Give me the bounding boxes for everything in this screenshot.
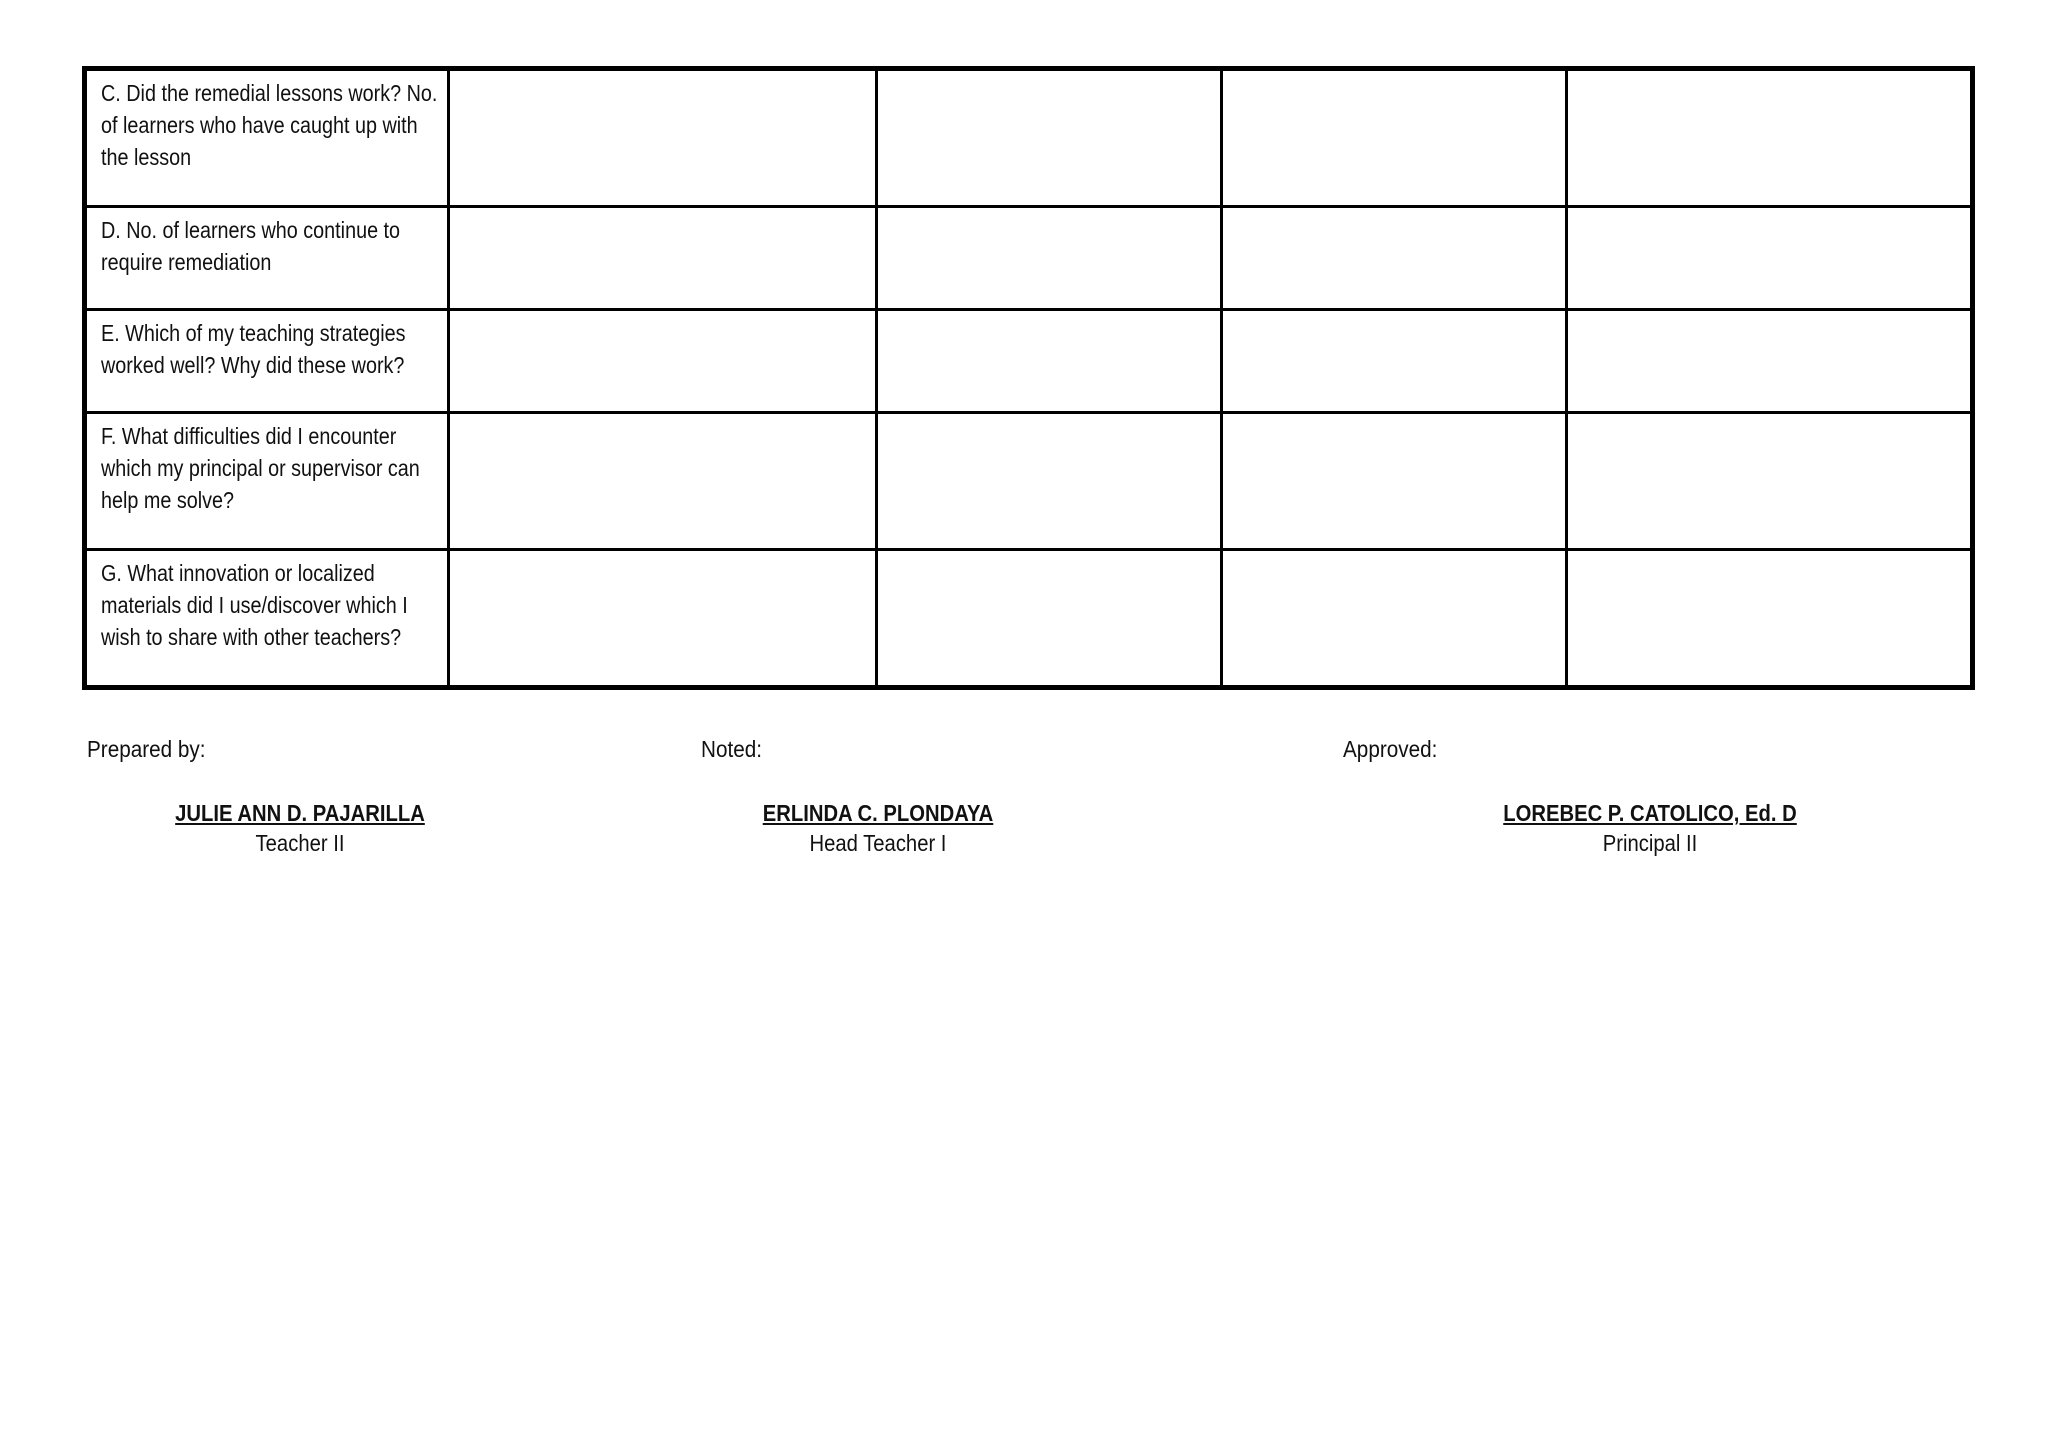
prepared-name: JULIE ANN D. PAJARILLA	[175, 800, 425, 826]
approved-label: Approved:	[1343, 736, 1438, 762]
answer-cell[interactable]	[877, 550, 1222, 688]
reflection-table	[82, 66, 1975, 690]
answer-cell[interactable]	[877, 207, 1222, 310]
noted-role: Head Teacher I	[809, 830, 947, 856]
question-text: E. Which of my teaching strategies worked well? Why did these work?	[101, 320, 406, 378]
table-row	[85, 413, 1973, 550]
answer-cell[interactable]	[1567, 413, 1973, 550]
answer-cell[interactable]	[449, 69, 877, 207]
question-text: D. No. of learners who continue to require remediation	[101, 217, 401, 275]
table-row	[85, 207, 1973, 310]
answer-cell[interactable]	[449, 310, 877, 413]
answer-cell[interactable]	[449, 413, 877, 550]
answer-cell[interactable]	[877, 310, 1222, 413]
answer-cell[interactable]	[449, 207, 877, 310]
answer-cell[interactable]	[1567, 310, 1973, 413]
answer-cell[interactable]	[1567, 550, 1973, 688]
answer-cell[interactable]	[1222, 413, 1567, 550]
question-cell	[85, 413, 449, 550]
answer-cell[interactable]	[449, 550, 877, 688]
noted-name: ERLINDA C. PLONDAYA	[762, 800, 994, 826]
table-row	[85, 310, 1973, 413]
question-text: F. What difficulties did I encounter which my principal or supervisor can help me solve?	[101, 423, 420, 513]
approved-name: LOREBEC P. CATOLICO, Ed. D	[1503, 800, 1797, 826]
prepared-by-label: Prepared by:	[87, 736, 206, 762]
question-cell	[85, 207, 449, 310]
question-cell	[85, 310, 449, 413]
prepared-signatory	[130, 798, 470, 858]
prepared-role: Teacher II	[255, 830, 345, 856]
answer-cell[interactable]	[1222, 69, 1567, 207]
question-cell	[85, 550, 449, 688]
table-row	[85, 69, 1973, 207]
question-cell	[85, 69, 449, 207]
answer-cell[interactable]	[1567, 207, 1973, 310]
table-row	[85, 550, 1973, 688]
answer-cell[interactable]	[877, 413, 1222, 550]
question-text: C. Did the remedial lessons work? No. of learners who have caught up with the lesson	[101, 80, 438, 170]
answer-cell[interactable]	[1567, 69, 1973, 207]
answer-cell[interactable]	[877, 69, 1222, 207]
approved-signatory	[1440, 798, 1860, 858]
noted-signatory	[708, 798, 1048, 858]
noted-label: Noted:	[701, 736, 762, 762]
answer-cell[interactable]	[1222, 310, 1567, 413]
answer-cell[interactable]	[1222, 207, 1567, 310]
approved-role: Principal II	[1602, 830, 1698, 856]
question-text: G. What innovation or localized materials did I use/discover which I wish to share with other teachers?	[101, 560, 408, 650]
answer-cell[interactable]	[1222, 550, 1567, 688]
